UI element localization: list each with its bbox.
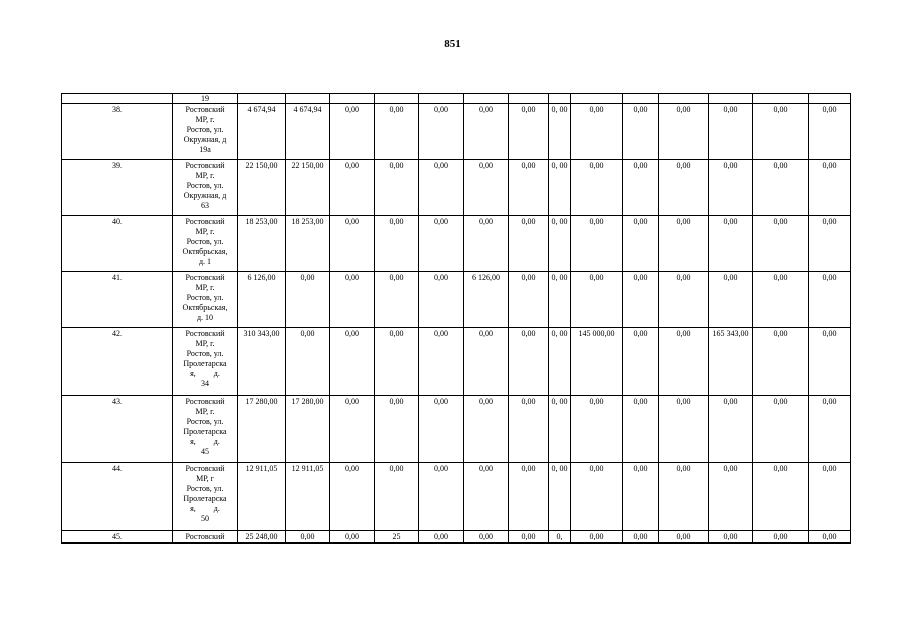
- cell-value: 0,00: [509, 531, 549, 544]
- table-row: [62, 216, 851, 272]
- cell-value: 22 150,00: [238, 160, 286, 216]
- address-line: МР, г.: [195, 171, 215, 180]
- cell-value: 12 911,05: [238, 463, 286, 531]
- cell-value: 0,00: [509, 104, 549, 160]
- cell-value: 165 343,00: [709, 328, 753, 396]
- address-line: 50: [201, 514, 209, 523]
- cell-value: 6 126,00: [464, 272, 509, 328]
- address-line: Ростовский: [185, 532, 225, 541]
- cell-value: 0,00: [509, 216, 549, 272]
- cell-value: 0,00: [659, 328, 709, 396]
- cell-value: 0,00: [809, 104, 851, 160]
- table-row: [62, 396, 851, 463]
- cell-value: 0,00: [330, 463, 375, 531]
- address-line: Окружная, д: [183, 191, 227, 200]
- cell-value: 0,00: [809, 531, 851, 544]
- cell-value: 0,00: [623, 272, 659, 328]
- cell-value: 0,00: [659, 272, 709, 328]
- table-row: [62, 104, 851, 160]
- table-body: [62, 94, 851, 544]
- address-line: Ростовский: [185, 397, 225, 406]
- address-line: МР, г.: [195, 227, 215, 236]
- address-line: Ростовский: [185, 273, 225, 282]
- cell-value: 4 674,94: [238, 104, 286, 160]
- address-line: д. 10: [196, 313, 214, 322]
- cell-value: 0, 00: [549, 328, 571, 396]
- cell-row-number: 39.: [62, 160, 173, 216]
- cell-value: 0,00: [330, 396, 375, 463]
- cell-value: 0,: [549, 531, 571, 544]
- cell-row-number: 40.: [62, 216, 173, 272]
- address-line: Октябрьская,: [182, 247, 228, 256]
- address-line: МР, г.: [195, 115, 215, 124]
- cell-value: 0,00: [809, 396, 851, 463]
- cell-address: [173, 328, 238, 396]
- cell-value: 0,00: [509, 463, 549, 531]
- cell-value: 0,00: [419, 531, 464, 544]
- address-line: 34: [201, 379, 209, 388]
- cell-value: 0, 00: [549, 216, 571, 272]
- cell-value: 0,00: [464, 160, 509, 216]
- cell-value: 0,00: [809, 160, 851, 216]
- cell-value: 0,00: [286, 328, 330, 396]
- cell-value: 0,00: [709, 216, 753, 272]
- cell-address: [173, 396, 238, 463]
- table-row-fragment: [62, 94, 851, 104]
- address-line: Ростов, ул.: [186, 417, 224, 426]
- address-line: Ростов, ул.: [186, 237, 224, 246]
- cell-value: 0,00: [464, 328, 509, 396]
- table-row: [62, 272, 851, 328]
- table-row: [62, 160, 851, 216]
- cell-value: 0,00: [286, 272, 330, 328]
- address-line: МР, г.: [195, 407, 215, 416]
- cell-row-number: 42.: [62, 328, 173, 396]
- cell-value: 0,00: [509, 396, 549, 463]
- address-line: 19а: [199, 145, 211, 154]
- cell-value: 0,00: [330, 328, 375, 396]
- cell-value: 0,00: [419, 396, 464, 463]
- cell-value: 0,00: [809, 272, 851, 328]
- cell-value: 0,00: [571, 272, 623, 328]
- cell-value: 0,00: [659, 104, 709, 160]
- address-line: д. 1: [198, 257, 212, 266]
- address-line: Ростов, ул.: [186, 181, 224, 190]
- cell-row-number: 41.: [62, 272, 173, 328]
- address-line: Ростов, ул.: [186, 484, 224, 493]
- cell-address: [173, 160, 238, 216]
- cell-value: 0,00: [571, 160, 623, 216]
- cell-address: [173, 463, 238, 531]
- cell-value: 0,00: [753, 160, 809, 216]
- cell-value: 0,00: [659, 463, 709, 531]
- cell-value: 310 343,00: [238, 328, 286, 396]
- cell-value: 25: [375, 531, 419, 544]
- cell-value: 0,00: [330, 272, 375, 328]
- cell-value: 0,00: [419, 216, 464, 272]
- cell-address: [173, 272, 238, 328]
- cell-value: 0,00: [753, 463, 809, 531]
- cell-value: 0,00: [709, 104, 753, 160]
- cell-value: 0,00: [709, 531, 753, 544]
- cell-value: 0,00: [659, 396, 709, 463]
- page-number: 851: [444, 38, 461, 50]
- cell-value: 0,00: [509, 160, 549, 216]
- address-line: Ростовский: [185, 329, 225, 338]
- cell-empty: [62, 94, 173, 104]
- cell-value: 0,00: [709, 272, 753, 328]
- cell-value: 0,00: [286, 531, 330, 544]
- address-line: 63: [201, 201, 209, 210]
- cell-value: 0,00: [419, 328, 464, 396]
- cell-value: 0,00: [375, 328, 419, 396]
- address-line: Ростов, ул.: [186, 293, 224, 302]
- cell-value: 0,00: [709, 160, 753, 216]
- cell-value: 0,00: [419, 104, 464, 160]
- cell-value: 0, 00: [549, 396, 571, 463]
- cell-value: 0,00: [330, 104, 375, 160]
- cell-value: 0,00: [375, 216, 419, 272]
- cell-value: 0,00: [659, 160, 709, 216]
- cell-value: 0,00: [571, 104, 623, 160]
- cell-value: 0,00: [623, 216, 659, 272]
- cell-value: 25 248,00: [238, 531, 286, 544]
- address-line: Ростовский: [185, 217, 225, 226]
- cell-value: 0,00: [464, 463, 509, 531]
- cell-value: 0,00: [419, 463, 464, 531]
- cell-row-number: 38.: [62, 104, 173, 160]
- cell-value: 0, 00: [549, 104, 571, 160]
- address-line: я, д.: [190, 369, 220, 378]
- cell-value: 0,00: [375, 396, 419, 463]
- cell-value: 0,00: [571, 531, 623, 544]
- address-line: Ростов, ул.: [186, 125, 224, 134]
- cell-address-fragment: 19: [173, 94, 238, 104]
- address-line: МР, г.: [195, 339, 215, 348]
- cell-value: 0,00: [753, 328, 809, 396]
- cell-address: [173, 531, 238, 544]
- cell-value: 0,00: [809, 328, 851, 396]
- cell-value: 0,00: [464, 104, 509, 160]
- cell-value: 0,00: [464, 396, 509, 463]
- cell-row-number: 43.: [62, 396, 173, 463]
- cell-value: 6 126,00: [238, 272, 286, 328]
- cell-row-number: 45.: [62, 531, 173, 544]
- address-line: я, д.: [190, 504, 220, 513]
- cell-address: [173, 104, 238, 160]
- cell-value: 0,00: [375, 272, 419, 328]
- table-row: [62, 531, 851, 544]
- cell-value: 0,00: [464, 216, 509, 272]
- cell-value: 0,00: [623, 396, 659, 463]
- cell-value: 17 280,00: [286, 396, 330, 463]
- cell-value: 0,00: [464, 531, 509, 544]
- cell-value: 0,00: [659, 216, 709, 272]
- cell-row-number: 44.: [62, 463, 173, 531]
- cell-value: 0,00: [623, 328, 659, 396]
- address-line: Пролетарска: [183, 427, 227, 436]
- cell-value: 0, 00: [549, 463, 571, 531]
- cell-value: 0,00: [330, 160, 375, 216]
- address-line: Окружная, д: [183, 135, 227, 144]
- cell-value: 0,00: [375, 463, 419, 531]
- cell-value: 0,00: [753, 216, 809, 272]
- cell-value: 0,00: [709, 396, 753, 463]
- cell-value: 0,00: [375, 104, 419, 160]
- cell-value: 0,00: [623, 160, 659, 216]
- cell-value: 22 150,00: [286, 160, 330, 216]
- cell-value: 0,00: [375, 160, 419, 216]
- address-line: МР, г.: [195, 283, 215, 292]
- address-line: Ростовский: [185, 161, 225, 170]
- cell-value: 0,00: [753, 272, 809, 328]
- cell-value: 0,00: [623, 531, 659, 544]
- cell-value: 0,00: [571, 396, 623, 463]
- cell-value: 0,00: [330, 531, 375, 544]
- cell-value: 0,00: [509, 272, 549, 328]
- cell-value: 0,00: [571, 463, 623, 531]
- cell-value: 18 253,00: [286, 216, 330, 272]
- cell-value: 4 674,94: [286, 104, 330, 160]
- cell-value: 17 280,00: [238, 396, 286, 463]
- cell-value: 0,00: [419, 160, 464, 216]
- cell-value: 0,00: [509, 328, 549, 396]
- address-line: Ростовский: [185, 105, 225, 114]
- cell-value: 0,00: [753, 531, 809, 544]
- table-row: [62, 463, 851, 531]
- cell-value: 0,00: [809, 216, 851, 272]
- address-line: я, д.: [190, 437, 220, 446]
- cell-value: 0,00: [659, 531, 709, 544]
- cell-value: 0,00: [419, 272, 464, 328]
- cell-value: 0,00: [623, 463, 659, 531]
- cell-value: 145 000,00: [571, 328, 623, 396]
- cell-value: 0, 00: [549, 160, 571, 216]
- cell-value: 0,00: [330, 216, 375, 272]
- cell-value: 0,00: [753, 396, 809, 463]
- address-line: Ростов, ул.: [186, 349, 224, 358]
- cell-value: 0,00: [753, 104, 809, 160]
- address-line: Пролетарска: [183, 494, 227, 503]
- address-line: Пролетарска: [183, 359, 227, 368]
- cell-value: 0, 00: [549, 272, 571, 328]
- address-line: Ростовский: [185, 464, 225, 473]
- cell-value: 0,00: [571, 216, 623, 272]
- cell-value: 12 911,05: [286, 463, 330, 531]
- address-line: МР, г: [196, 474, 214, 483]
- register-table: [61, 93, 851, 544]
- cell-value: 18 253,00: [238, 216, 286, 272]
- cell-value: 0,00: [709, 463, 753, 531]
- cell-value: 0,00: [809, 463, 851, 531]
- address-line: Октябрьская,: [182, 303, 228, 312]
- address-line: 45: [201, 447, 209, 456]
- table-row: [62, 328, 851, 396]
- cell-value: 0,00: [623, 104, 659, 160]
- cell-address: [173, 216, 238, 272]
